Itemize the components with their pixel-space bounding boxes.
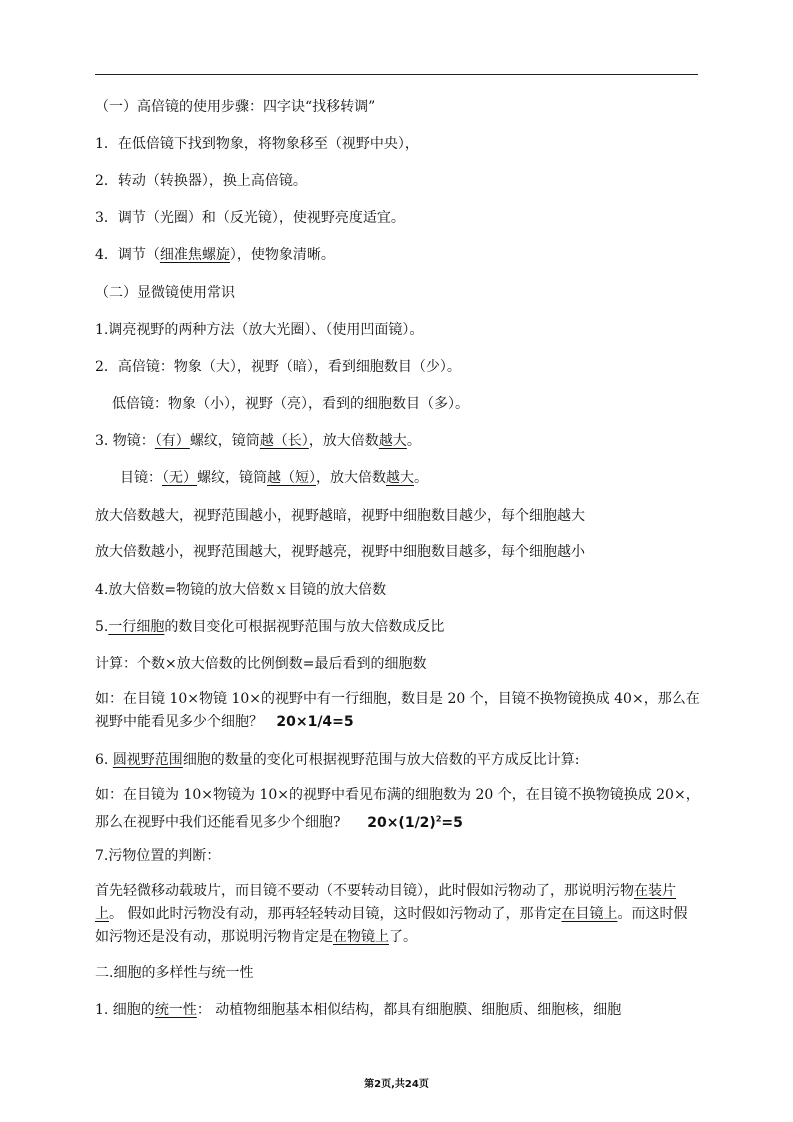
example-1: 如：在目镜 10×物镜 10×的视野中有一行细胞，数目是 20 个，目镜不换物镜换成 40×，那么在视野中能看见多少个细胞？ 20×1/4=5 bbox=[95, 691, 700, 730]
item-5: 5.一行细胞的数目变化可根据视野范围与放大倍数成反比 bbox=[95, 619, 445, 635]
rule-smaller-magnification: 放大倍数越小，视野范围越大，视野越亮，视野中细胞数目越多，每个细胞越小 bbox=[95, 544, 585, 560]
example-2: 如：在目镜为 10×物镜为 10×的视野中看见布满的细胞数为 20 个，在目镜不换物镜换成 20×，那么在视野中我们还能看见多少个细胞? $20\times(1/2)^2=5$ bbox=[95, 787, 700, 831]
paragraph-dirt-position: 首先轻微移动载玻片，而目镜不要动（不要转动目镜），此时假如污物动了，那说明污物在装片上。 假如此时污物没有动，那再轻轻转动目镜，这时假如污物动了，那肯定在目镜上。而这时假如污物还是没有动，那说明污物肯定是在物镜上了。 bbox=[95, 883, 688, 945]
step-1: 1．在低倍镜下找到物象，将物象移至（视野中央）， bbox=[95, 136, 419, 152]
example-1-answer: 20×1/4=5 bbox=[276, 714, 354, 730]
section-heading-high-power: （一）高倍镜的使用步骤：四字诀“找移转调” bbox=[95, 99, 376, 115]
item-unity: 1. 细胞的统一性： 动植物细胞基本相似结构，都具有细胞膜、细胞质、细胞核，细胞 bbox=[95, 1002, 622, 1018]
item-2-low-power: 低倍镜：物象（小），视野（亮），看到的细胞数目（多）。 bbox=[112, 396, 469, 412]
rule-larger-magnification: 放大倍数越大，视野范围越小，视野越暗，视野中细胞数目越少，每个细胞越大 bbox=[95, 508, 585, 524]
calculation-rule: 计算：个数×放大倍数的比例倒数=最后看到的细胞数 bbox=[95, 656, 427, 672]
step-3: 3．调节（光圈）和（反光镜），使视野亮度适宜。 bbox=[95, 210, 405, 226]
section-heading-common-sense: （二）显微镜使用常识 bbox=[95, 285, 235, 301]
step-4: 4．调节（细准焦螺旋），使物象清晰。 bbox=[95, 247, 335, 263]
item-2: 2．高倍镜：物象（大），视野（暗），看到细胞数目（少）。 bbox=[95, 359, 461, 375]
page-footer: 第2页,共24页 bbox=[364, 1079, 429, 1090]
example-2-answer: $20\times(1/2)^2=5$ bbox=[367, 814, 463, 831]
item-4: 4.放大倍数=物镜的放大倍数ｘ目镜的放大倍数 bbox=[95, 582, 387, 598]
header-rule bbox=[95, 74, 698, 75]
item-3-eyepiece: 目镜：（无）螺纹，镜筒越（短），放大倍数越大。 bbox=[120, 470, 428, 486]
section-heading-cell-diversity: 二.细胞的多样性与统一性 bbox=[95, 965, 254, 981]
item-1: 1.调亮视野的两种方法（放大光圈）、（使用凹面镜）。 bbox=[95, 322, 424, 338]
item-3-objective: 3. 物镜：（有）螺纹，镜筒越（长），放大倍数越大。 bbox=[95, 433, 421, 449]
item-6: 6. 圆视野范围细胞的数量的变化可根据视野范围与放大倍数的平方成反比计算: bbox=[95, 752, 580, 768]
item-7: 7.污物位置的判断： bbox=[95, 848, 221, 864]
step-2: 2．转动（转换器），换上高倍镜。 bbox=[95, 173, 307, 189]
